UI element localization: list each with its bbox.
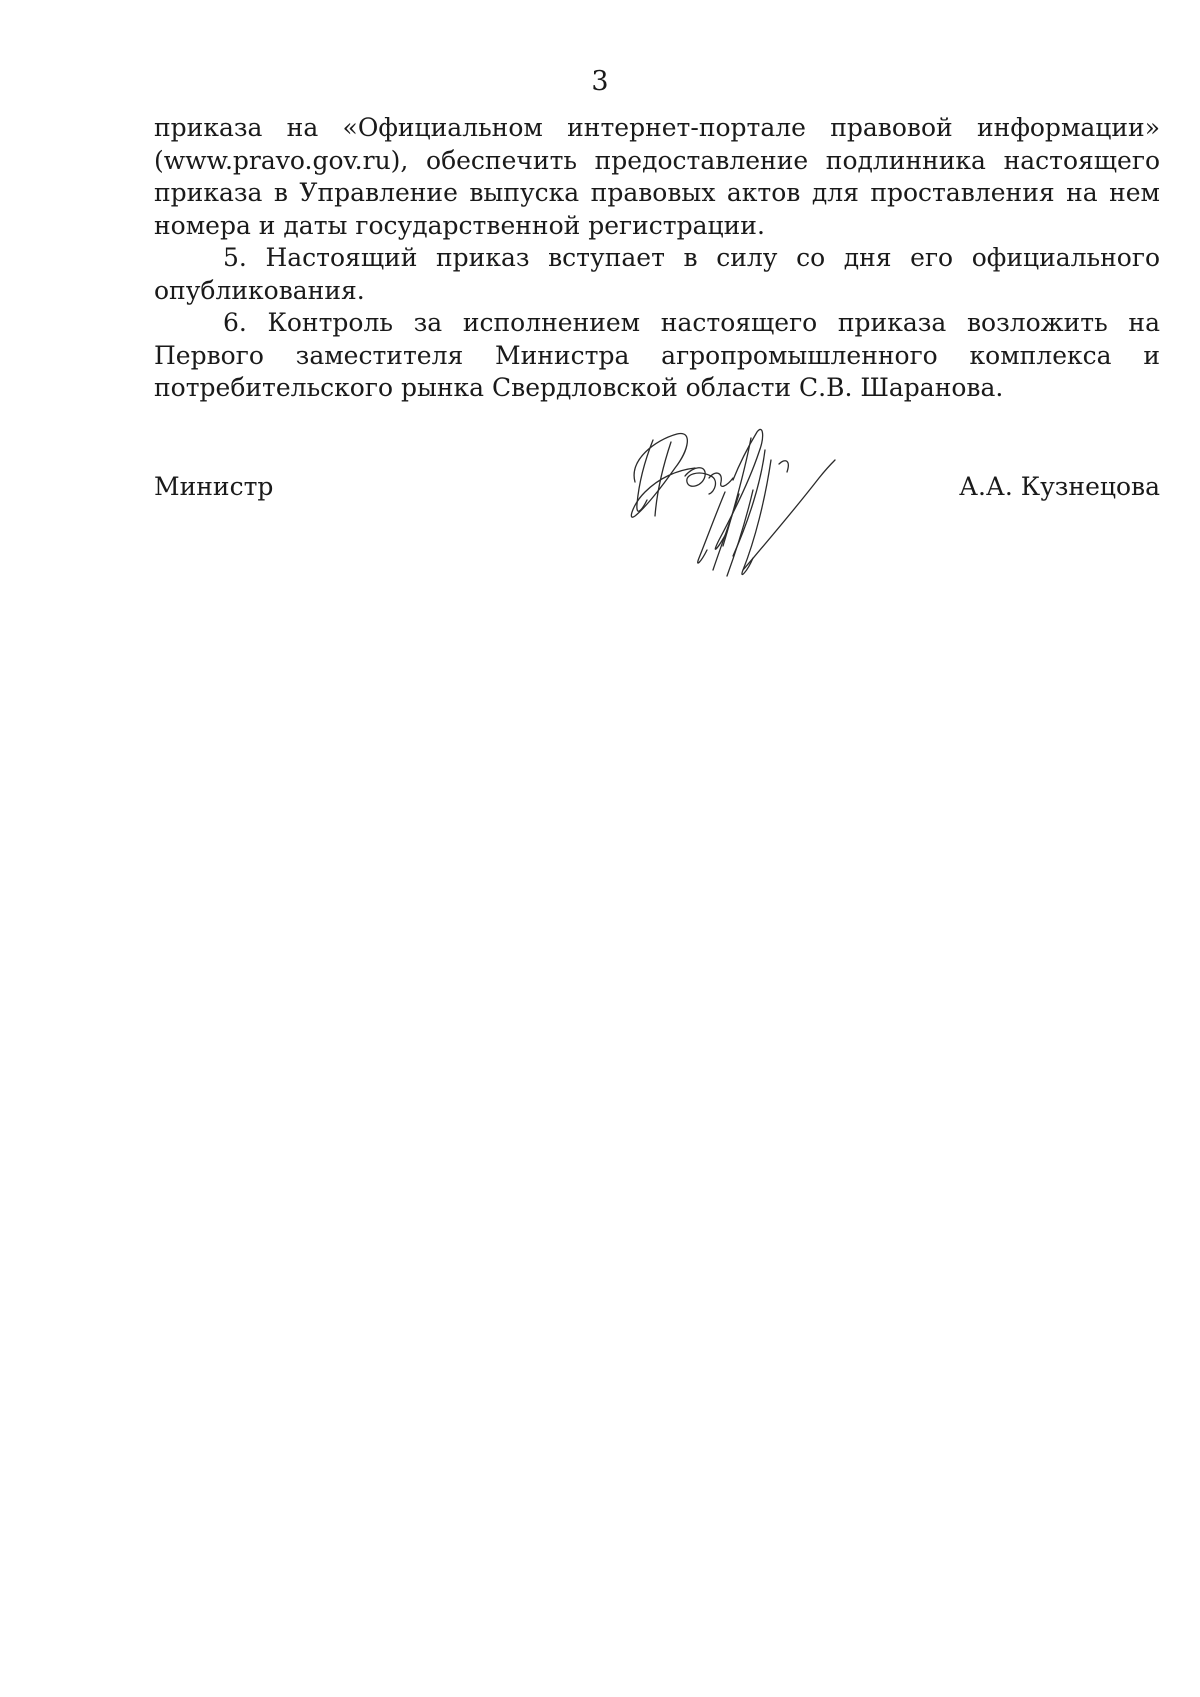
signer-position: Министр bbox=[154, 472, 274, 501]
handwritten-signature bbox=[615, 420, 855, 620]
paragraph-item-6: 6. Контроль за исполнением настоящего приказа возложить на Первого заместителя Министра агропромышленного комплекса и потребительского рынка Свердловской области С.В. Шаранова. bbox=[154, 308, 1160, 402]
paragraph-continuation: приказа на «Официальном интернет-портале правовой информации» (www.pravo.gov.ru), обеспечить предоставление подлинника настоящего приказа в Управление выпуска правовых актов для проставления на нем номера и даты государственной регистрации. bbox=[154, 113, 1160, 240]
paragraph-item-5: 5. Настоящий приказ вступает в силу со дня его официального опубликования. bbox=[154, 243, 1160, 305]
document-body bbox=[154, 112, 1160, 405]
signer-name: А.А. Кузнецова bbox=[959, 472, 1160, 501]
page-number: 3 bbox=[591, 66, 609, 97]
